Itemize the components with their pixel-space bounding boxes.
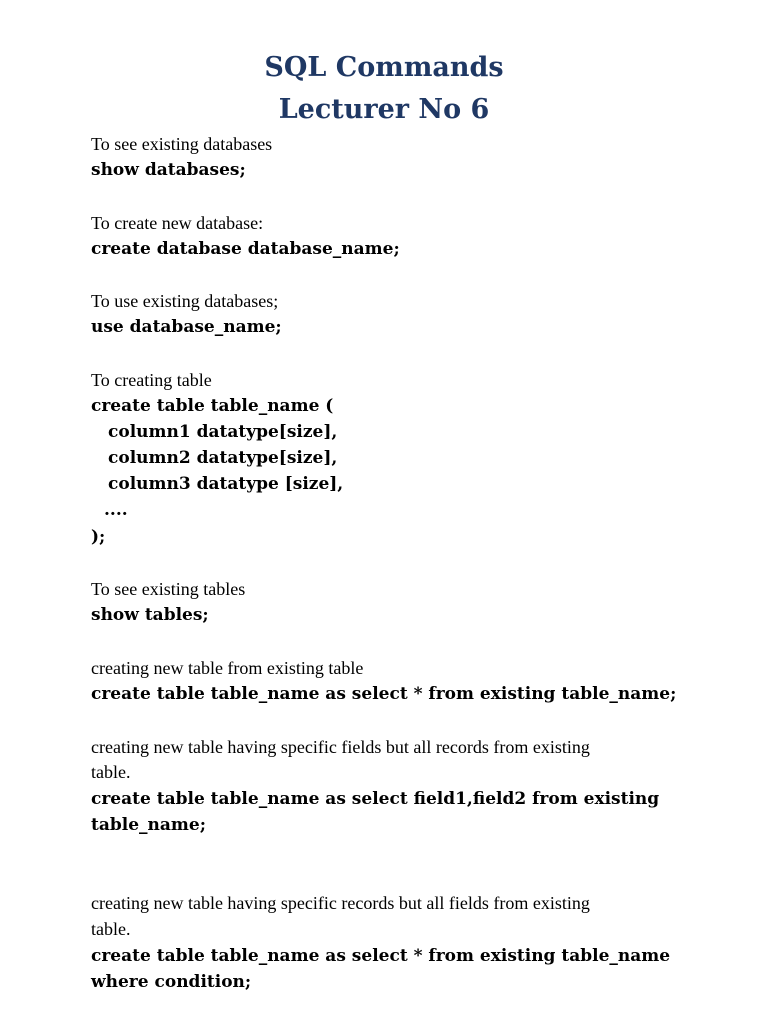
document-title: SQL Commands <box>264 52 504 83</box>
section-description-line: creating new table having specific records but all fields from existing <box>91 893 590 913</box>
section-description: To creating table <box>91 370 212 390</box>
sql-command-line: .... <box>104 500 128 520</box>
section-description: To see existing tables <box>91 579 246 599</box>
section-description: To use existing databases; <box>91 291 279 311</box>
section-description: To create new database: <box>91 213 264 233</box>
sql-command-line: create table table_name as select * from existing table_name <box>91 946 671 966</box>
document-subtitle: Lecturer No 6 <box>278 94 490 125</box>
sql-command-line: where condition; <box>91 972 252 992</box>
section-description: creating new table from existing table <box>91 658 364 678</box>
section-description-line: creating new table having specific fields but all records from existing <box>91 737 590 757</box>
sql-command-line: column1 datatype[size], <box>108 422 338 442</box>
section-description-line: table. <box>91 919 131 939</box>
sql-command: create table table_name as select * from existing table_name; <box>91 684 677 704</box>
sql-command: show databases; <box>91 160 246 180</box>
sql-command-line: column3 datatype [size], <box>108 474 344 494</box>
sql-command: show tables; <box>91 605 209 625</box>
section-description: To see existing databases <box>91 134 273 154</box>
sql-command-line: ); <box>91 527 106 547</box>
sql-command-line: column2 datatype[size], <box>108 448 338 468</box>
sql-command: create database database_name; <box>91 239 400 259</box>
sql-command-line: create table table_name ( <box>91 396 334 416</box>
sql-command-line: table_name; <box>91 815 206 835</box>
sql-command-line: create table table_name as select field1,field2 from existing <box>91 789 660 809</box>
section-description-line: table. <box>91 762 131 782</box>
sql-command: use database_name; <box>91 317 282 337</box>
